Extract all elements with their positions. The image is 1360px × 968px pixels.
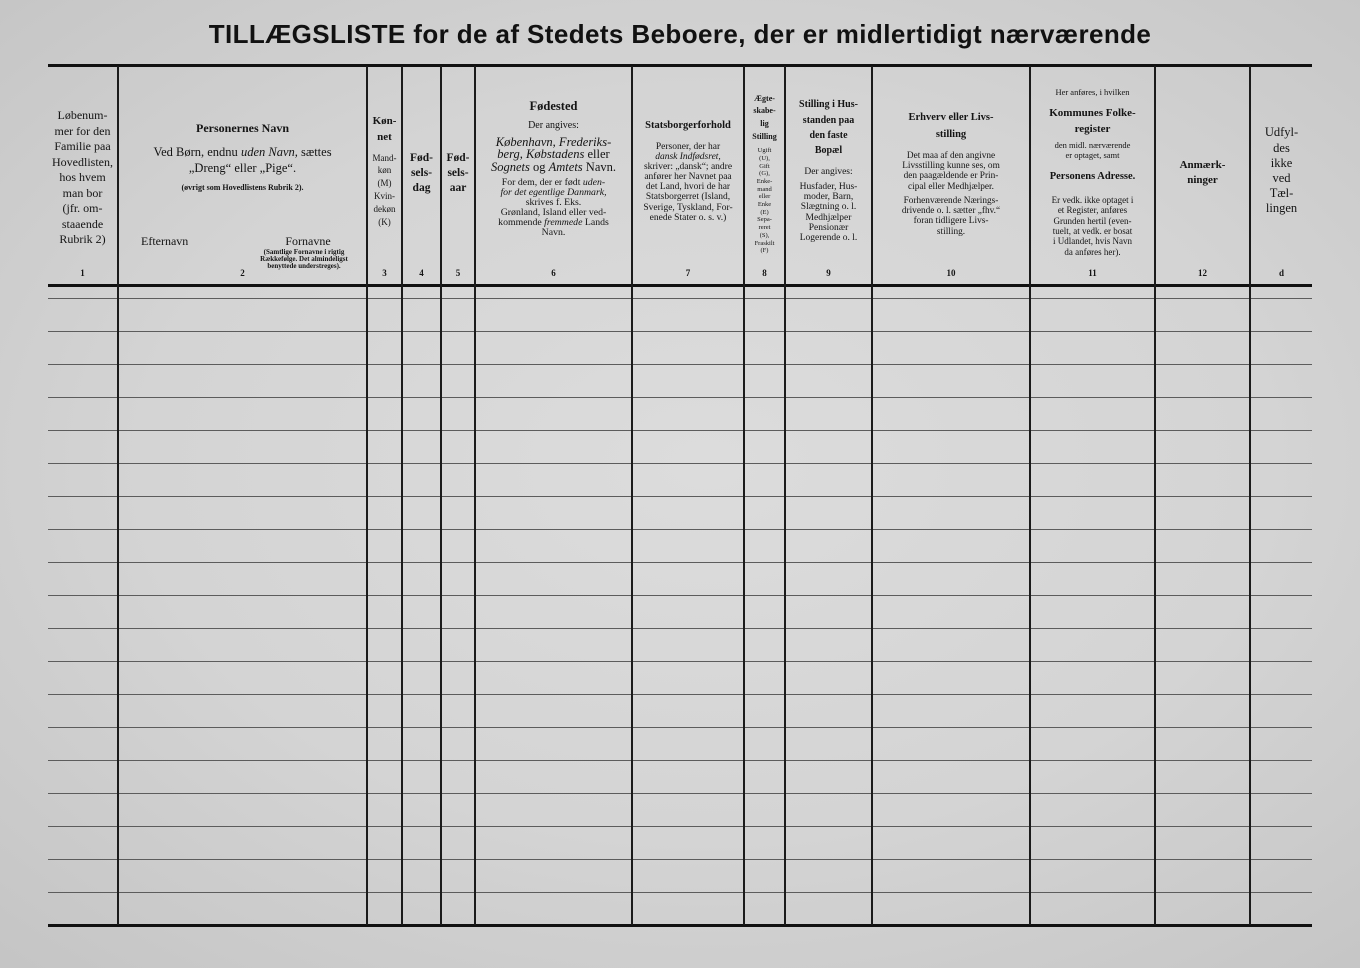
column-12-heading: Anmærk- ninger — [1179, 158, 1226, 186]
column-10-description-1: Det maa af den angivne Livsstilling kunne ses, om den paagældende er Prin- cipal eller Medhjælper. — [902, 150, 1000, 192]
abroad-text: For dem, der er født — [501, 177, 583, 188]
column-9-number: 9 — [826, 268, 831, 278]
column-10-description-2: Forhenværende Nærings- drivende o. l. sætter „fhv.“ foran tidligere Livs- stilling. — [901, 195, 1001, 237]
instruction-italic-text: uden Navn, — [240, 145, 298, 159]
column-10-occupation — [873, 66, 1031, 925]
abroad-italic-text: uden- for det egentlige Danmark, — [500, 177, 607, 198]
column-12-remarks — [1156, 66, 1251, 925]
given-names-note: (Samtlige Fornavne i rigtig Rækkefølge. Det almindeligst benyttede understreges). — [260, 247, 348, 270]
column-7-description — [633, 142, 743, 223]
column-8-description: Ugift (U), Gift (G), Enke- mand eller Enke (E) Sepa- reret (S), Fraskilt (F) — [754, 147, 775, 255]
column-10-heading: Erhverv eller Livs- stilling — [908, 111, 994, 140]
column-7-heading: Statsborgerforhold — [645, 120, 731, 131]
column-3-sex — [368, 66, 403, 925]
instruction-text: sættes „Dreng“ eller „Pige“. — [188, 145, 332, 175]
column-2-heading: Personernes Navn — [196, 121, 289, 135]
abroad-italic-text: fremmede — [544, 217, 583, 228]
column-6-intro: Der angives: — [528, 119, 579, 131]
column-11-registry-address — [1031, 66, 1156, 925]
column-9-description: Husfader, Hus- moder, Barn, Slægtning o. l. Medhjælper Pensionær Logerende o. l. — [799, 181, 858, 243]
place-italic-text: Amtets — [548, 159, 583, 174]
surname-label: Efternavn — [141, 234, 189, 248]
given-names-label: Fornavne — [285, 234, 331, 248]
column-5-birth-year — [442, 66, 476, 925]
column-7-citizenship — [633, 66, 745, 925]
place-text: Navn. — [582, 159, 616, 174]
citizenship-text: Personer, der har — [655, 141, 721, 152]
column-8-number: 8 — [762, 268, 767, 278]
column-13-not-for-census — [1251, 66, 1312, 925]
column-2-instruction — [119, 144, 366, 176]
column-13-description: Udfyl- des ikke ved Tæl- lingen — [1264, 125, 1299, 216]
column-5-number: 5 — [455, 268, 461, 278]
place-italic-text: Sognets — [491, 159, 530, 174]
column-2-number: 2 — [240, 268, 245, 278]
column-3-number: 3 — [382, 268, 387, 278]
column-5-heading: Fød- sels- aar — [446, 151, 470, 194]
column-1-number: 1 — [80, 268, 85, 278]
place-italic-text: København, Frederiks- berg, Købstadens — [495, 134, 612, 162]
column-9-intro: Der angives: — [804, 167, 853, 177]
column-1-description: Løbenum- mer for den Familie paa Hovedlisten, hos hvem man bor (jfr. om- staaende Rubrik 2) — [52, 108, 113, 246]
place-text: eller — [587, 147, 610, 162]
column-2-note: (øvrigt som Hovedlistens Rubrik 2). — [181, 183, 304, 192]
column-9-heading: Stilling i Hus- standen paa den faste Bopæl — [799, 99, 858, 157]
citizenship-text: skriver: „dansk“; andre anfører her Navnet paa det Land, hvori de har Statsborgerret (Island, Sverige, Tyskland, For- enede Stater o. s. v.) — [643, 162, 733, 223]
column-11-heading-address: Personens Adresse. — [1049, 171, 1136, 182]
column-2-names — [119, 66, 368, 925]
column-6-abroad-instruction — [476, 178, 631, 238]
column-11-description-2: Er vedk. ikke optaget i et Register, anføres Grunden hertil (even- tuelt, at vedk. er bosat i Udlandet, hvis Navn da anføres her). — [1051, 194, 1134, 257]
column-4-birth-day — [403, 66, 442, 925]
column-6-birthplace — [476, 66, 633, 925]
instruction-text: Ved Børn, endnu — [153, 145, 241, 159]
column-11-description-1: den midl. nærværende er optaget, samt — [1054, 140, 1131, 160]
abroad-text: Lands Navn. — [541, 217, 609, 238]
column-3-heading: Køn- net — [372, 115, 397, 143]
column-6-number: 6 — [551, 268, 556, 278]
column-10-number: 10 — [946, 268, 956, 278]
column-4-heading: Fød- sels- dag — [410, 151, 433, 194]
form-title: TILLÆGSLISTE for de af Stedets Beboere, der er midlertidigt nærværende — [208, 19, 1152, 49]
column-6-heading: Fødested — [529, 99, 578, 113]
column-11-intro: Her anføres, i hvilken — [1055, 86, 1130, 97]
column-11-number: 11 — [1088, 268, 1097, 278]
column-9-household-position — [786, 66, 873, 925]
citizenship-italic-text: dansk Indfødsret, — [655, 152, 721, 163]
column-8-heading: Ægte- skabe- lig Stilling — [752, 93, 777, 141]
column-8-marital-status — [745, 66, 786, 925]
abroad-text: skrives f. Eks. Grønland, Island eller ved- kommende — [498, 197, 607, 228]
column-13-number: d — [1278, 268, 1284, 278]
column-6-place-instruction — [476, 136, 631, 174]
column-3-description: Mand- køn (M) Kvin- dekøn (K) — [372, 152, 397, 227]
column-11-heading: Kommunes Folke- register — [1049, 107, 1136, 135]
column-12-number: 12 — [1198, 268, 1207, 278]
column-4-number: 4 — [419, 268, 424, 278]
column-7-number: 7 — [685, 268, 691, 278]
place-text: og — [529, 159, 549, 174]
column-1-family-number — [48, 66, 119, 925]
